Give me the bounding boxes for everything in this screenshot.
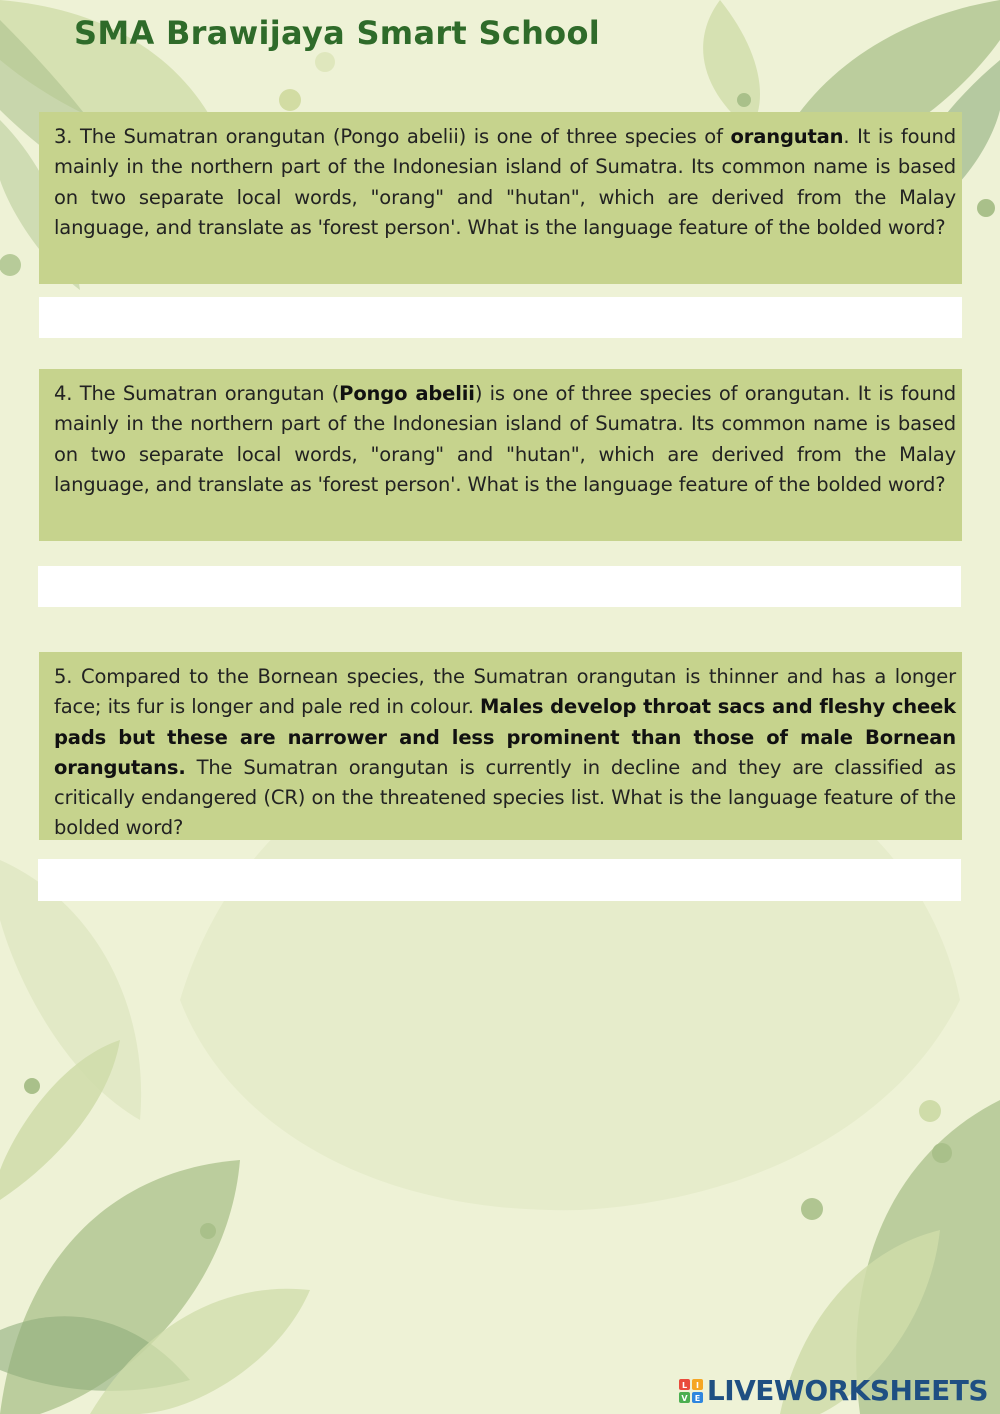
question-5 bbox=[39, 652, 962, 840]
liveworksheets-brand[interactable] bbox=[679, 1374, 988, 1407]
page-title: SMA Brawijaya Smart School bbox=[74, 14, 601, 52]
bolded-word: Pongo abelii bbox=[339, 382, 475, 405]
question-3 bbox=[39, 112, 962, 284]
answer-field-4[interactable] bbox=[38, 566, 961, 607]
question-text: The Sumatran orangutan is currently in decline and they are classified as critically endangered (CR) on the threatened species list. What is the language feature of the bolded word? bbox=[54, 755, 956, 840]
leaf-bottom-left-light bbox=[0, 1040, 120, 1200]
answer-field-3[interactable] bbox=[39, 297, 962, 338]
question-4 bbox=[39, 369, 962, 541]
question-text: 5. Compared to the Bornean species, the Sumatran orangutan is thinner and has a longer face; its fur is longer and pale red in colour. bbox=[54, 665, 956, 719]
logo-letter: V bbox=[681, 1393, 688, 1403]
logo-letter: I bbox=[695, 1380, 699, 1390]
brand-name: LIVEWORKSHEETS bbox=[706, 1374, 988, 1407]
dot bbox=[315, 52, 335, 72]
dot bbox=[801, 1198, 823, 1220]
dot bbox=[0, 254, 21, 276]
bolded-sentence: Males develop throat sacs and fleshy cheek pads but these are narrower and less prominent than those of male Bornean orangutans. bbox=[54, 695, 956, 779]
liveworksheets-logo-icon bbox=[679, 1379, 703, 1403]
question-text: . It is found mainly in the northern part of the Indonesian island of Sumatra. Its common name is based on two separate local words, "orang" and "hutan", which are derived from the Malay language, and translate as 'forest person'. What is the language feature of the bolded word? bbox=[54, 125, 956, 239]
bolded-word: orangutan bbox=[730, 125, 844, 148]
dot bbox=[279, 89, 301, 111]
dot bbox=[919, 1100, 941, 1122]
dot bbox=[977, 199, 995, 217]
dot bbox=[200, 1223, 216, 1239]
question-text: 4. The Sumatran orangutan ( bbox=[54, 382, 340, 405]
dot bbox=[737, 93, 751, 107]
dot bbox=[24, 1078, 40, 1094]
answer-field-5[interactable] bbox=[38, 859, 961, 901]
question-text: 3. The Sumatran orangutan (Pongo abelii) is one of three species of bbox=[54, 125, 731, 148]
logo-letter: E bbox=[694, 1393, 701, 1403]
question-text: ) is one of three species of orangutan. It is found mainly in the northern part of the Indonesian island of Sumatra. Its common name is based on two separate local words, "orang" and "hutan", which are derived from the Malay language, and translate as 'forest person'. What is the language feature of the bolded word? bbox=[54, 382, 957, 496]
leaf-top-right-light bbox=[703, 0, 760, 130]
logo-letter: L bbox=[681, 1380, 687, 1390]
dot bbox=[932, 1143, 952, 1163]
